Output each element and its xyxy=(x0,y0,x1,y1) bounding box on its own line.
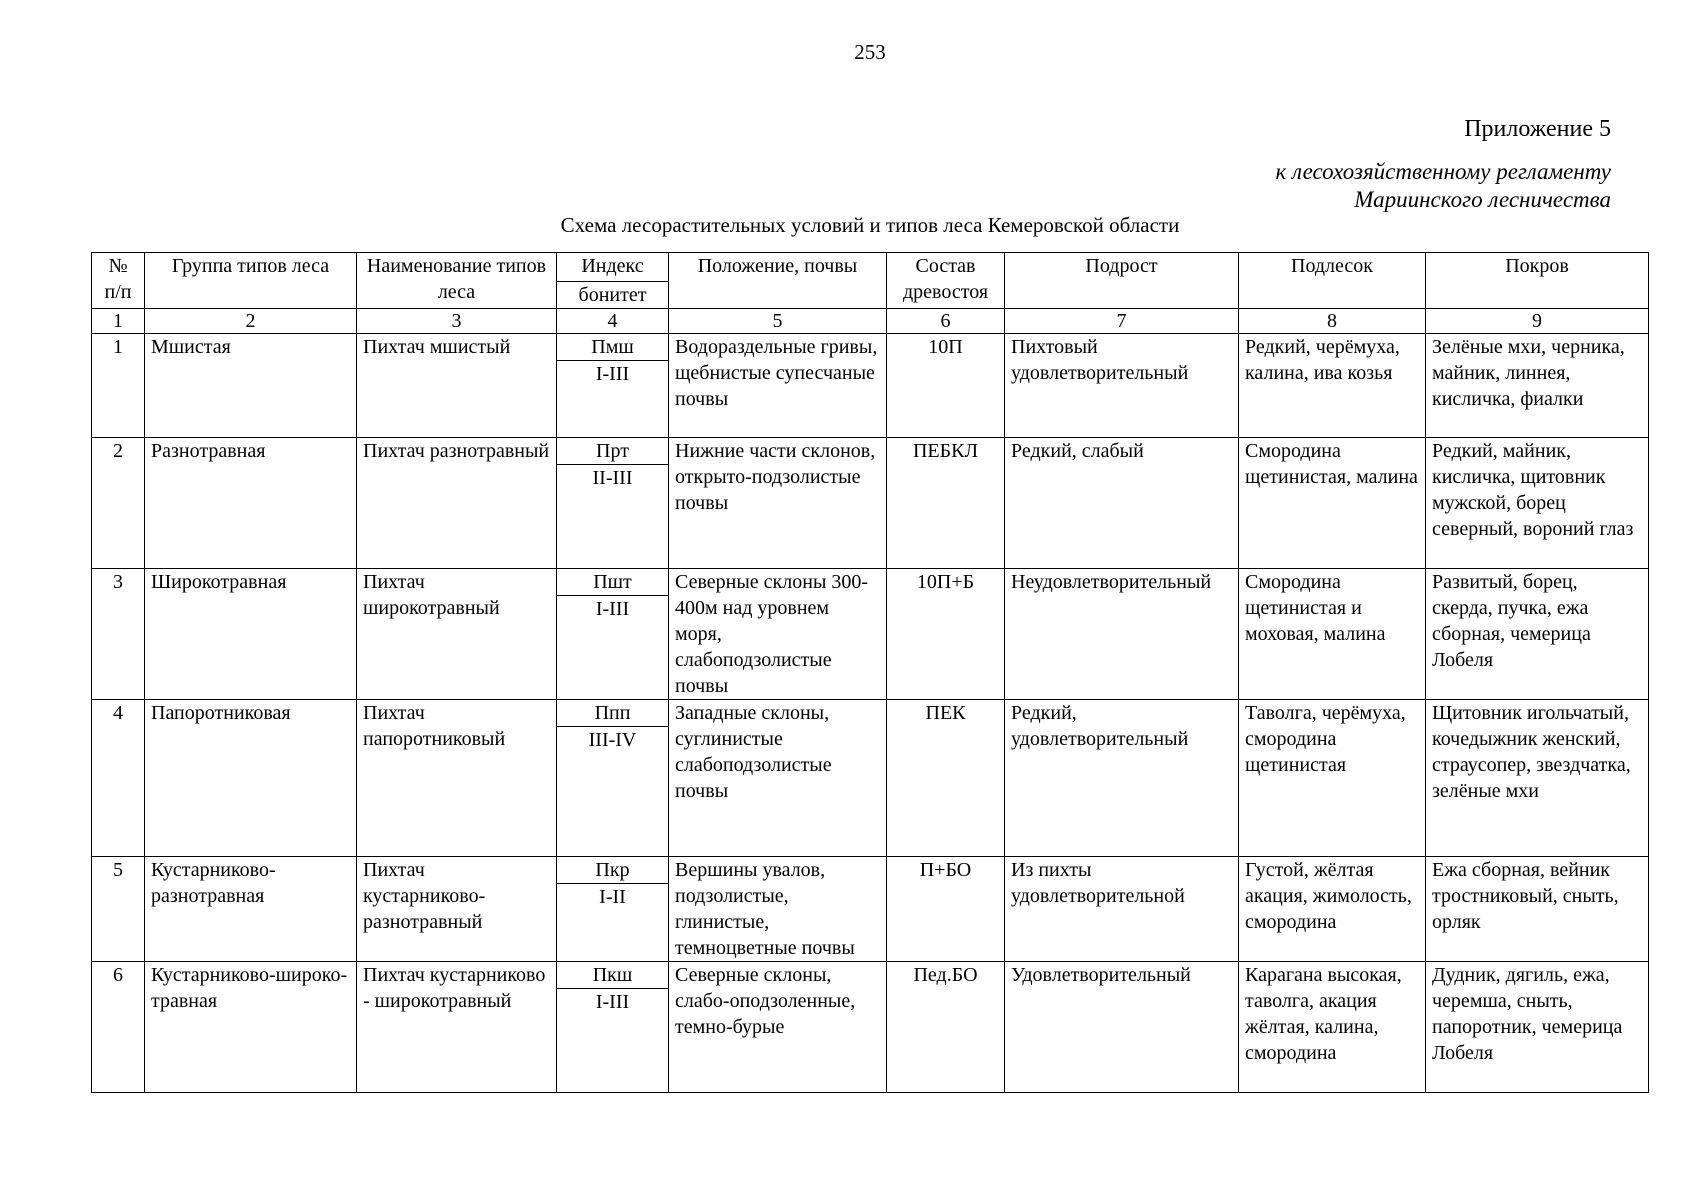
column-number: 7 xyxy=(1005,309,1239,334)
row-composition: П+БО xyxy=(887,857,1005,962)
column-number: 5 xyxy=(669,309,887,334)
row-name: Пихтач широкотравный xyxy=(357,569,557,700)
table-row xyxy=(92,700,1649,857)
row-cover: Щитовник игольчатый, кочедыжник женский, страусопер, звездчатка, зелёные мхи xyxy=(1426,700,1649,857)
row-underwood: Смородина щетинистая, малина xyxy=(1239,438,1426,569)
row-undergrowth: Редкий, слабый xyxy=(1005,438,1239,569)
row-composition: ПЕК xyxy=(887,700,1005,857)
row-group: Разнотравная xyxy=(145,438,357,569)
column-numbers xyxy=(92,309,1649,334)
column-number: 2 xyxy=(145,309,357,334)
row-name: Пихтач мшистый xyxy=(357,334,557,438)
row-group: Папоротниковая xyxy=(145,700,357,857)
row-undergrowth: Из пихты удовлетворительной xyxy=(1005,857,1239,962)
row-undergrowth: Удовлетворительный xyxy=(1005,962,1239,1093)
row-num: 4 xyxy=(92,700,145,857)
row-position: Северные склоны, слабо-оподзоленные, темно-бурые xyxy=(669,962,887,1093)
forest-types-table xyxy=(91,252,1649,1093)
header-name: Наименование типов леса xyxy=(357,253,557,309)
header-group: Группа типов леса xyxy=(145,253,357,309)
row-bonitet: I-III xyxy=(557,596,669,700)
column-number: 1 xyxy=(92,309,145,334)
row-composition: 10П+Б xyxy=(887,569,1005,700)
row-name: Пихтач кустарниково - широкотравный xyxy=(357,962,557,1093)
appendix-label: Приложение 5 xyxy=(1464,116,1611,142)
row-cover: Дудник, дягиль, ежа, черемша, сныть, папоротник, чемерица Лобеля xyxy=(1426,962,1649,1093)
row-undergrowth: Пихтовый удовлетворительный xyxy=(1005,334,1239,438)
row-index: Прт xyxy=(557,438,669,465)
row-num: 1 xyxy=(92,334,145,438)
row-cover: Редкий, майник, кисличка, щитовник мужской, борец северный, вороний глаз xyxy=(1426,438,1649,569)
row-index: Пшт xyxy=(557,569,669,596)
row-group: Широкотравная xyxy=(145,569,357,700)
row-num: 5 xyxy=(92,857,145,962)
column-number: 4 xyxy=(557,309,669,334)
row-undergrowth: Редкий, удовлетворительный xyxy=(1005,700,1239,857)
row-bonitet: I-III xyxy=(557,989,669,1093)
row-bonitet: III-IV xyxy=(557,727,669,857)
row-underwood: Карагана высокая, таволга, акация жёлтая, калина, смородина xyxy=(1239,962,1426,1093)
row-cover: Ежа сборная, вейник тростниковый, сныть, орляк xyxy=(1426,857,1649,962)
header-position: Положение, почвы xyxy=(669,253,887,309)
table-header xyxy=(92,253,1649,309)
subtitle-line-1: к лесохозяйственному регламенту xyxy=(1275,159,1611,184)
row-num: 6 xyxy=(92,962,145,1093)
table-title: Схема лесорастительных условий и типов леса Кемеровской области xyxy=(560,213,1180,237)
table-row xyxy=(92,962,1649,1093)
row-position: Водораздельные гривы, щебнистые супесчаные почвы xyxy=(669,334,887,438)
row-cover: Зелёные мхи, черника, майник, линнея, кисличка, фиалки xyxy=(1426,334,1649,438)
row-cover: Развитый, борец, скерда, пучка, ежа сборная, чемерица Лобеля xyxy=(1426,569,1649,700)
header-underwood: Подлесок xyxy=(1239,253,1426,309)
row-composition: Пед.БО xyxy=(887,962,1005,1093)
row-underwood: Густой, жёлтая акация, жимолость, смородина xyxy=(1239,857,1426,962)
row-name: Пихтач папоротниковый xyxy=(357,700,557,857)
row-undergrowth: Неудовлетворительный xyxy=(1005,569,1239,700)
row-group: Кустарниково-широко-травная xyxy=(145,962,357,1093)
column-number: 9 xyxy=(1426,309,1649,334)
row-index: Ппп xyxy=(557,700,669,727)
row-position: Северные склоны 300-400м над уровнем моря, слабоподзолистые почвы xyxy=(669,569,887,700)
header-composition: Состав древостоя xyxy=(887,253,1005,309)
row-position: Западные склоны, суглинистые слабоподзолистые почвы xyxy=(669,700,887,857)
row-composition: 10П xyxy=(887,334,1005,438)
subtitle-line-2: Мариинского лесничества xyxy=(1354,187,1611,212)
table-row xyxy=(92,569,1649,700)
row-bonitet: I-III xyxy=(557,361,669,438)
header-num: № п/п xyxy=(92,253,145,309)
row-composition: ПЕБКЛ xyxy=(887,438,1005,569)
column-number: 6 xyxy=(887,309,1005,334)
appendix-subtitle xyxy=(1275,158,1611,214)
row-group: Кустарниково-разнотравная xyxy=(145,857,357,962)
page-number: 253 xyxy=(854,40,886,64)
header-undergrowth: Подрост xyxy=(1005,253,1239,309)
row-position: Нижние части склонов, открыто-подзолистые почвы xyxy=(669,438,887,569)
header-cover: Покров xyxy=(1426,253,1649,309)
row-num: 2 xyxy=(92,438,145,569)
row-num: 3 xyxy=(92,569,145,700)
row-index: Пкр xyxy=(557,857,669,884)
column-number: 8 xyxy=(1239,309,1426,334)
table-row xyxy=(92,334,1649,438)
row-bonitet: II-III xyxy=(557,465,669,569)
row-underwood: Смородина щетинистая и моховая, малина xyxy=(1239,569,1426,700)
row-name: Пихтач разнотравный xyxy=(357,438,557,569)
header-bonitet: бонитет xyxy=(557,282,669,309)
row-index: Пмш xyxy=(557,334,669,361)
row-underwood: Редкий, черёмуха, калина, ива козья xyxy=(1239,334,1426,438)
table-row xyxy=(92,857,1649,962)
row-group: Мшистая xyxy=(145,334,357,438)
row-bonitet: I-II xyxy=(557,884,669,962)
column-number: 3 xyxy=(357,309,557,334)
row-underwood: Таволга, черёмуха, смородина щетинистая xyxy=(1239,700,1426,857)
row-index: Пкш xyxy=(557,962,669,989)
header-index: Индекс xyxy=(557,253,669,282)
table-row xyxy=(92,438,1649,569)
row-position: Вершины увалов, подзолистые, глинистые, темноцветные почвы xyxy=(669,857,887,962)
row-name: Пихтач кустарниково-разнотравный xyxy=(357,857,557,962)
